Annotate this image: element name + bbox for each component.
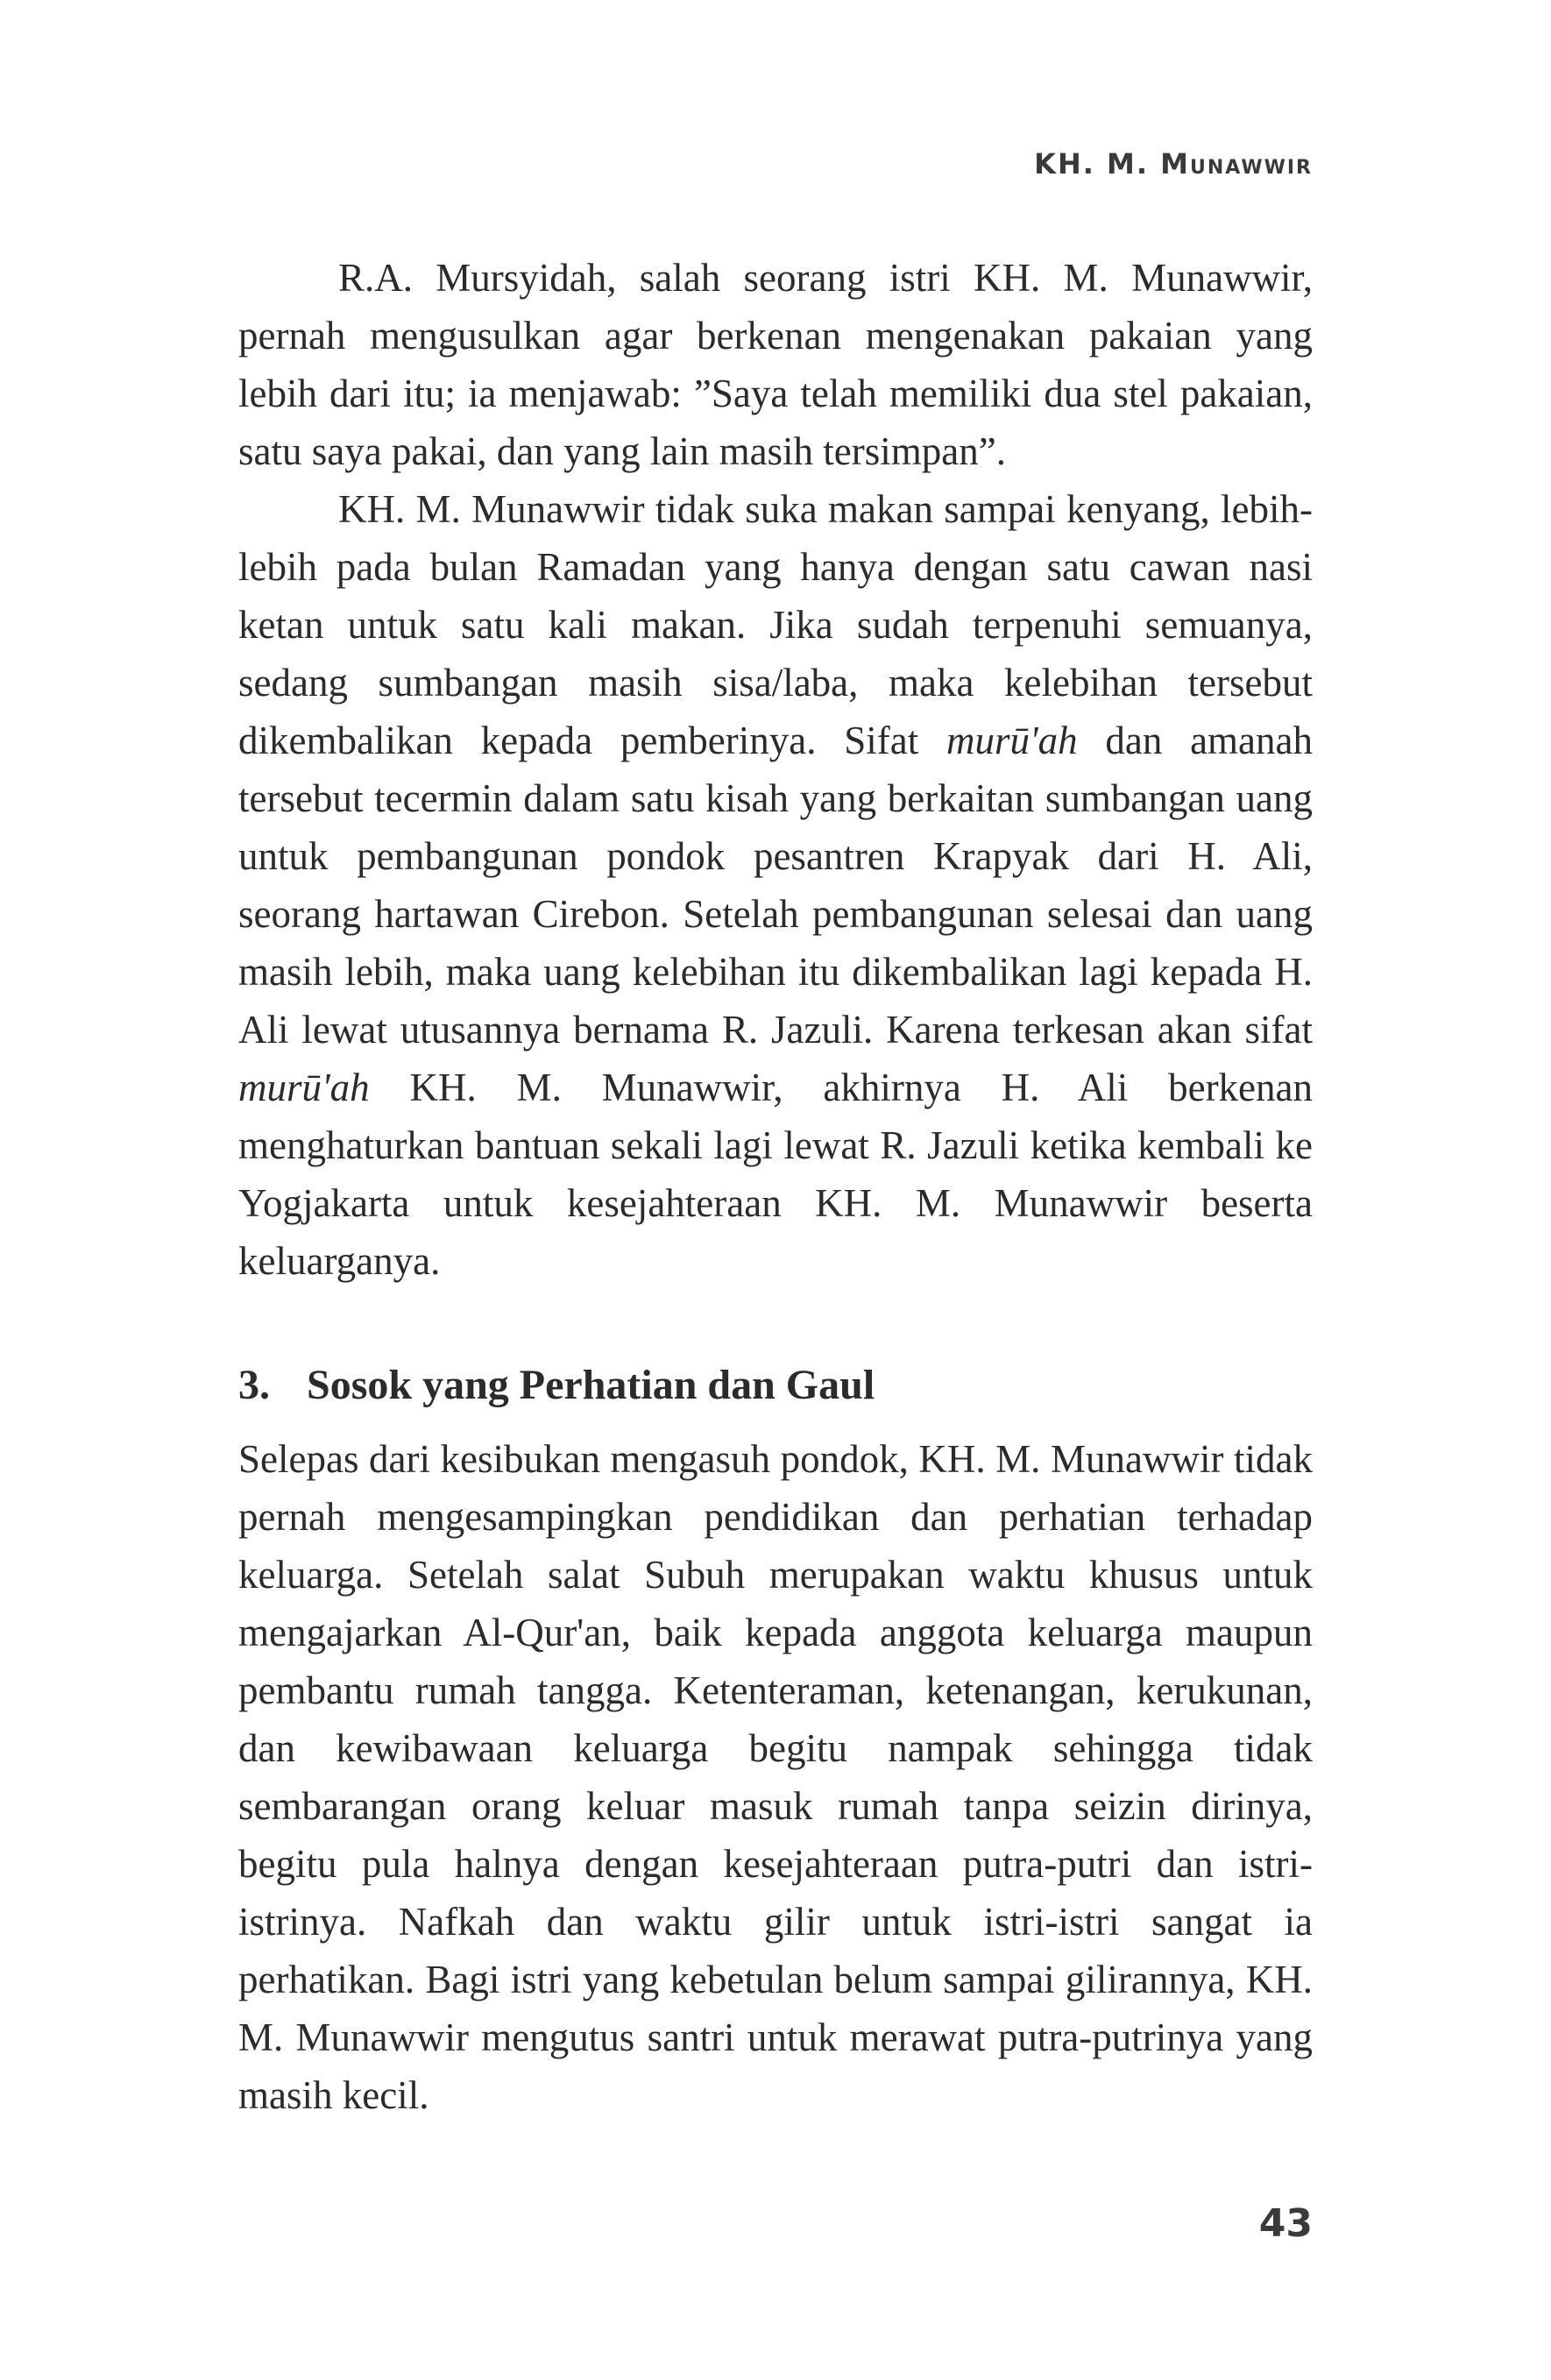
section-number: 3. [238,1362,270,1408]
paragraph-text-part: KH. M. Munawwir, akhirnya H. Ali berkenan menghaturkan bantuan sekali lagi lewat R. Jazuli ketika kembali ke Yogjakarta untuk kesejahteraan KH. M. Munawwir beserta keluarganya. [238,1066,1313,1283]
body-text-section [238,1430,1313,2124]
page-number: 43 [1258,2201,1313,2246]
italic-term-muruah: murū'ah [238,1066,370,1109]
body-text-top [238,249,1313,1290]
paragraph-text-part: KH. M. Munawwir tidak suka makan sampai kenyang, lebih-lebih pada bulan Ramadan yang hanya dengan satu cawan nasi ketan untuk satu kali makan. Jika sudah terpenuhi semuanya, sedang sumbangan masih sisa/laba, maka kelebihan tersebut dikembalikan kepada pemberinya. Sifat [238,487,1313,762]
paragraph-munawwir-modesty [238,480,1313,1290]
italic-term-muruah: murū'ah [945,719,1078,762]
paragraph-text-part: dan amanah tersebut tecermin dalam satu kisah yang berkaitan sumbangan uang untuk pembangunan pondok pesantren Krapyak dari H. Ali, seorang hartawan Cirebon. Setelah pembangunan selesai dan uang masih lebih, maka uang kelebihan itu dikembalikan lagi kepada H. Ali lewat utusannya bernama R. Jazuli. Karena terkesan akan sifat [238,719,1313,1052]
section-heading [238,1356,1313,1414]
paragraph-mursyidah: R.A. Mursyidah, salah seorang istri KH. M. Munawwir, pernah mengusulkan agar berkenan mengenakan pakaian yang lebih dari itu; ia menjawab: ”Saya telah memiliki dua stel pakaian, satu saya pakai, dan yang lain masih tersimpan”. [238,256,1313,473]
paragraph-section-body: Selepas dari kesibukan mengasuh pondok, KH. M. Munawwir tidak pernah mengesampingkan pendidikan dan perhatian terhadap keluarga. Setelah salat Subuh merupakan waktu khusus untuk mengajarkan Al-Qur'an, baik kepada anggota keluarga maupun pembantu rumah tangga. Ketenteraman, ketenangan, kerukunan, dan kewibawaan keluarga begitu nampak sehingga tidak sembarangan orang keluar masuk rumah tanpa seizin dirinya, begitu pula halnya dengan kesejahteraan putra-putri dan istri-istrinya. Nafkah dan waktu gilir untuk istri-istri sangat ia perhatikan. Bagi istri yang kebetulan belum sampai gilirannya, KH. M. Munawwir mengutus santri untuk merawat putra-putrinya yang masih kecil. [238,1437,1313,2117]
section-title: Sosok yang Perhatian dan Gaul [307,1362,875,1408]
running-header: KH. M. Munawwir [1034,147,1313,181]
